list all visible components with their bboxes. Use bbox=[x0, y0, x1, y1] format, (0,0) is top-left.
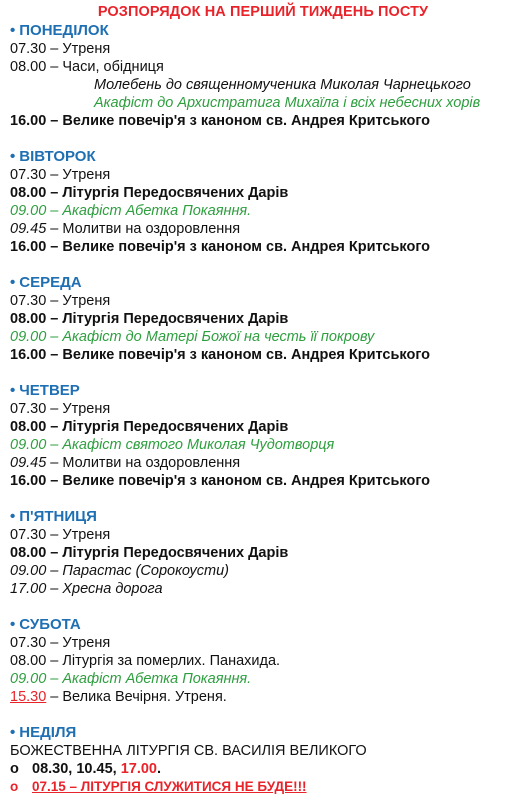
dash: – bbox=[50, 167, 59, 183]
schedule-item-akathist: Акафіст до Архистратига Михаїла і всіх небесних хорів bbox=[94, 95, 481, 111]
event: Часи, обідниця bbox=[62, 59, 164, 75]
time: 07.30 bbox=[10, 41, 47, 57]
time-highlighted: 15.30 bbox=[10, 689, 47, 705]
schedule-item bbox=[10, 58, 164, 76]
dash: – bbox=[50, 347, 59, 363]
event: Утреня bbox=[62, 527, 111, 543]
dash: – bbox=[50, 455, 59, 471]
time: 07.30 bbox=[10, 527, 47, 543]
dash: – bbox=[50, 527, 59, 543]
day-name: ВІВТОРОК bbox=[19, 148, 96, 165]
dash: – bbox=[50, 689, 59, 705]
sunday-liturgy-title: БОЖЕСТВЕННА ЛІТУРГІЯ СВ. ВАСИЛІЯ ВЕЛИКОГО bbox=[10, 743, 367, 759]
schedule-item bbox=[10, 292, 110, 310]
day-name: СЕРЕДА bbox=[19, 274, 82, 291]
time: 08.00 bbox=[10, 419, 47, 435]
page-title: РОЗПОРЯДОК НА ПЕРШИЙ ТИЖДЕНЬ ПОСТУ bbox=[97, 4, 429, 20]
dash: – bbox=[50, 563, 59, 579]
event: Утреня bbox=[62, 167, 111, 183]
schedule-item bbox=[10, 112, 430, 130]
schedule-item bbox=[10, 526, 110, 544]
time: 17.00 bbox=[10, 581, 47, 597]
schedule-item: Молебень до священномученика Миколая Чарнецького bbox=[94, 77, 471, 93]
event: Літургія Передосвячених Дарів bbox=[62, 419, 289, 435]
dash: – bbox=[50, 293, 59, 309]
day-heading-thursday bbox=[10, 382, 80, 399]
event: Велика Вечірня. Утреня. bbox=[62, 689, 227, 705]
time: 09.00 bbox=[10, 563, 47, 579]
event: Парастас (Сорокоусти) bbox=[62, 563, 229, 579]
time: 09.00 bbox=[10, 437, 47, 453]
day-heading-friday bbox=[10, 508, 97, 525]
sunday-liturgy-times bbox=[10, 760, 161, 778]
time: 16.00 bbox=[10, 239, 47, 255]
event: Літургія за померлих. Панахида. bbox=[62, 653, 281, 669]
dash: – bbox=[50, 41, 59, 57]
dash: – bbox=[50, 419, 59, 435]
time: 09.45 bbox=[10, 455, 47, 471]
schedule-item-akathist bbox=[10, 436, 334, 454]
day-name: НЕДІЛЯ bbox=[19, 724, 77, 741]
dash: – bbox=[50, 311, 59, 327]
times: 08.30, 10.45, bbox=[32, 761, 117, 777]
time: 09.00 bbox=[10, 671, 47, 687]
event: Хресна дорога bbox=[62, 581, 163, 597]
dash: – bbox=[50, 671, 59, 687]
schedule-item bbox=[10, 580, 163, 598]
list-marker: о bbox=[10, 761, 19, 777]
event: Велике повечір'я з каноном св. Андрея Критського bbox=[62, 239, 431, 255]
time: 16.00 bbox=[10, 113, 47, 129]
time: 08.00 bbox=[10, 185, 47, 201]
bullet: • bbox=[10, 148, 16, 165]
bullet: • bbox=[10, 616, 16, 633]
time: 07.30 bbox=[10, 293, 47, 309]
day-name: СУБОТА bbox=[19, 616, 81, 633]
dash: – bbox=[50, 329, 59, 345]
dash: – bbox=[50, 59, 59, 75]
event: Велике повечір'я з каноном св. Андрея Критського bbox=[62, 473, 431, 489]
period: . bbox=[157, 761, 162, 777]
event: Молитви на оздоровлення bbox=[62, 221, 241, 237]
time: 07.30 bbox=[10, 401, 47, 417]
schedule-item bbox=[10, 544, 288, 562]
day-name: ПОНЕДІЛОК bbox=[19, 22, 109, 39]
sunday-cancel-notice bbox=[10, 778, 307, 796]
event: Утреня bbox=[62, 401, 111, 417]
time: 07.30 bbox=[10, 635, 47, 651]
event: Літургія Передосвячених Дарів bbox=[62, 545, 289, 561]
time: 09.00 bbox=[10, 203, 47, 219]
schedule-item bbox=[10, 166, 110, 184]
time: 09.45 bbox=[10, 221, 47, 237]
time: 08.00 bbox=[10, 59, 47, 75]
schedule-item bbox=[10, 454, 240, 472]
dash: – bbox=[50, 239, 59, 255]
schedule-item bbox=[10, 346, 430, 364]
schedule-item bbox=[10, 40, 110, 58]
time: 09.00 bbox=[10, 329, 47, 345]
bullet: • bbox=[10, 22, 16, 39]
day-heading-tuesday bbox=[10, 148, 96, 165]
event: Акафіст до Матері Божої на честь її покрову bbox=[62, 329, 375, 345]
schedule-item bbox=[10, 634, 110, 652]
event: Акафіст Абетка Покаяння. bbox=[62, 203, 252, 219]
day-heading-wednesday bbox=[10, 274, 82, 291]
dash: – bbox=[50, 545, 59, 561]
schedule-item bbox=[10, 418, 288, 436]
cancel-text: 07.15 – ЛІТУРГІЯ СЛУЖИТИСЯ НЕ БУДЕ!!! bbox=[32, 779, 307, 794]
schedule-item bbox=[10, 562, 229, 580]
time: 16.00 bbox=[10, 347, 47, 363]
day-heading-saturday bbox=[10, 616, 81, 633]
bullet: • bbox=[10, 382, 16, 399]
event: Літургія Передосвячених Дарів bbox=[62, 311, 289, 327]
event: Акафіст Абетка Покаяння. bbox=[62, 671, 252, 687]
event: Велике повечір'я з каноном св. Андрея Критського bbox=[62, 113, 431, 129]
dash: – bbox=[50, 185, 59, 201]
dash: – bbox=[50, 221, 59, 237]
event: Утреня bbox=[62, 41, 111, 57]
event: Утреня bbox=[62, 293, 111, 309]
event: Велике повечір'я з каноном св. Андрея Критського bbox=[62, 347, 431, 363]
schedule-item-akathist bbox=[10, 670, 251, 688]
schedule-item bbox=[10, 310, 288, 328]
event: Молитви на оздоровлення bbox=[62, 455, 241, 471]
dash: – bbox=[50, 113, 59, 129]
day-name: П'ЯТНИЦЯ bbox=[19, 508, 97, 525]
dash: – bbox=[50, 401, 59, 417]
bullet: • bbox=[10, 724, 16, 741]
day-heading-sunday bbox=[10, 724, 76, 741]
schedule-item bbox=[10, 472, 430, 490]
schedule-item bbox=[10, 184, 288, 202]
dash: – bbox=[50, 203, 59, 219]
dash: – bbox=[50, 437, 59, 453]
dash: – bbox=[50, 635, 59, 651]
schedule-item bbox=[10, 220, 240, 238]
schedule-item-akathist bbox=[10, 328, 374, 346]
day-name: ЧЕТВЕР bbox=[19, 382, 80, 399]
dash: – bbox=[50, 653, 59, 669]
schedule-item bbox=[10, 400, 110, 418]
list-marker: о bbox=[10, 779, 19, 794]
schedule-item bbox=[10, 652, 280, 670]
time-highlighted: 17.00 bbox=[120, 761, 157, 777]
schedule-item bbox=[10, 238, 430, 256]
dash: – bbox=[50, 581, 59, 597]
event: Літургія Передосвячених Дарів bbox=[62, 185, 289, 201]
event: Утреня bbox=[62, 635, 111, 651]
bullet: • bbox=[10, 508, 16, 525]
time: 07.30 bbox=[10, 167, 47, 183]
time: 08.00 bbox=[10, 545, 47, 561]
dash: – bbox=[50, 473, 59, 489]
event: Акафіст святого Миколая Чудотворця bbox=[62, 437, 335, 453]
time: 16.00 bbox=[10, 473, 47, 489]
time: 08.00 bbox=[10, 311, 47, 327]
bullet: • bbox=[10, 274, 16, 291]
schedule-item bbox=[10, 688, 227, 706]
schedule-item-akathist bbox=[10, 202, 251, 220]
time: 08.00 bbox=[10, 653, 47, 669]
day-heading-monday bbox=[10, 22, 109, 39]
